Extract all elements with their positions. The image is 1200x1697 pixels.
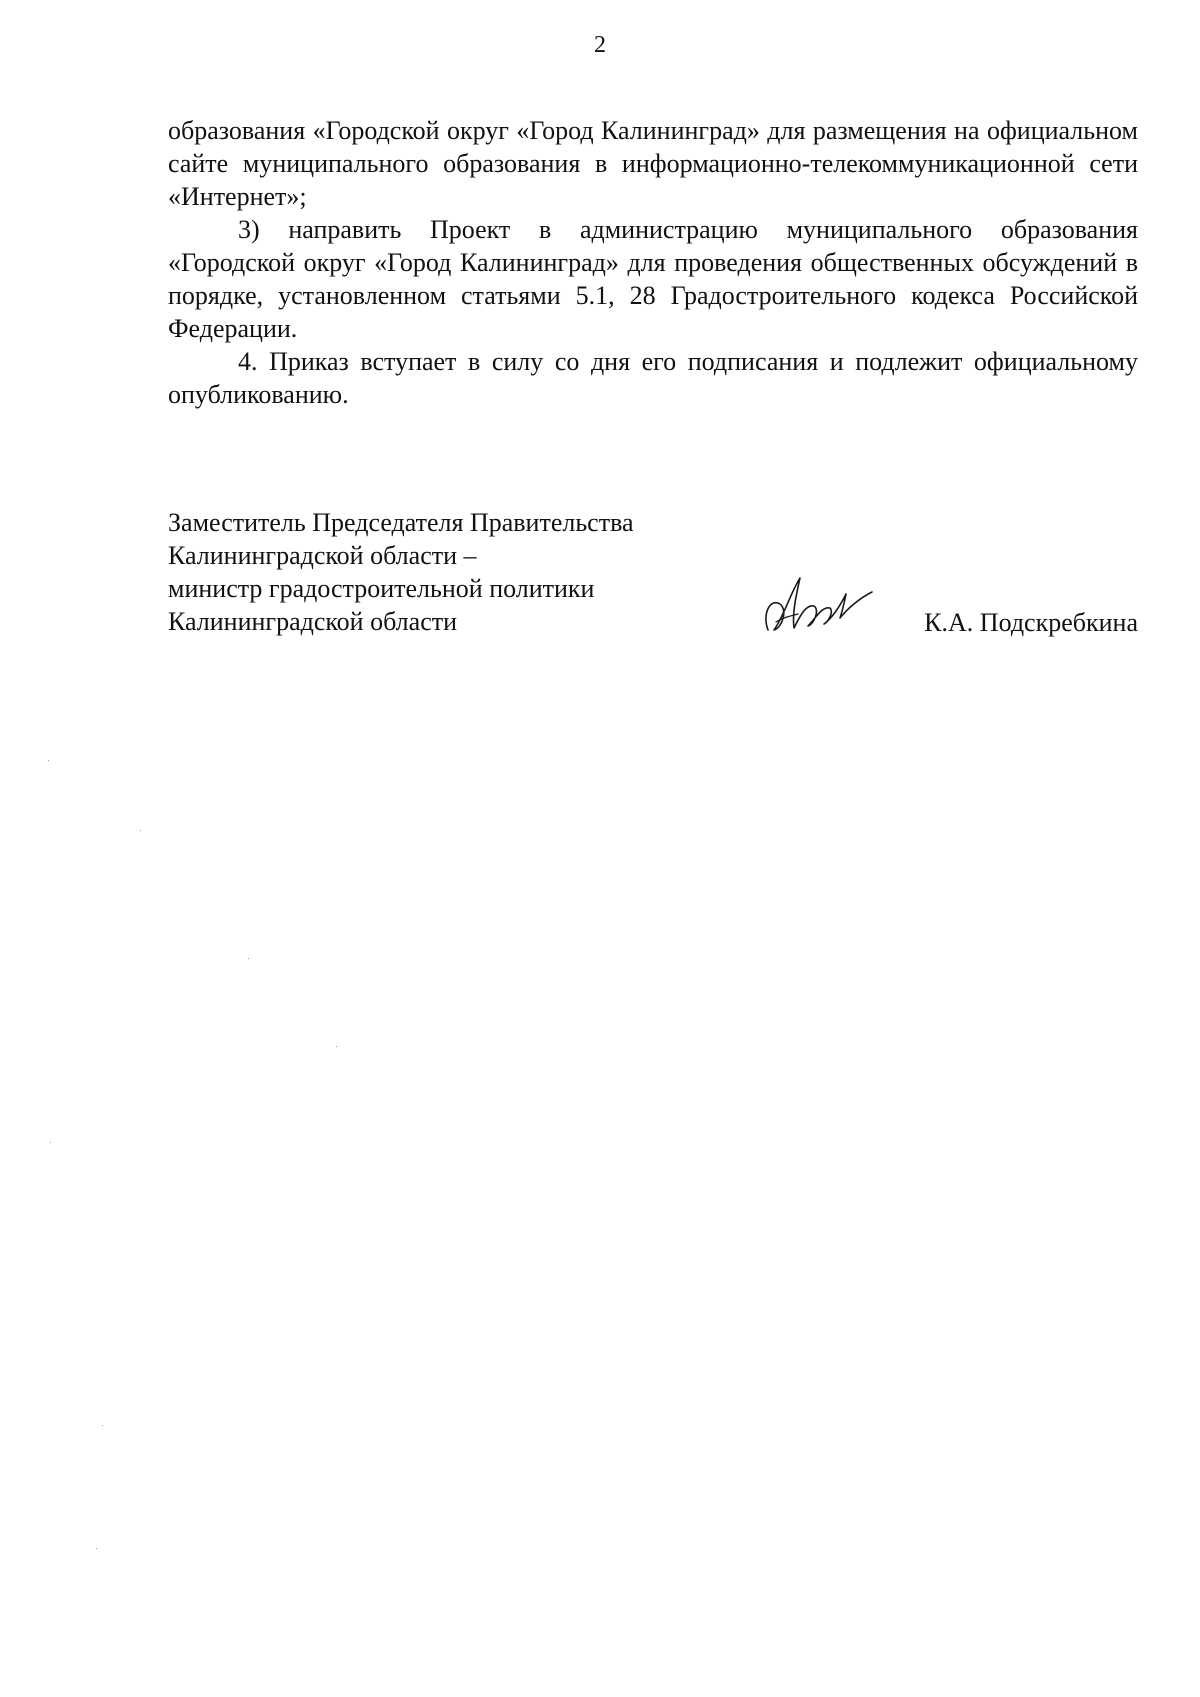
scan-speck: [48, 760, 49, 761]
paragraph-item-4: 4. Приказ вступает в силу со дня его подписания и подлежит официальному опубликованию.: [168, 347, 1138, 409]
signatory-position-line: Заместитель Председателя Правительства: [168, 508, 634, 537]
handwritten-signature-icon: [756, 564, 876, 644]
scan-speck: [336, 1046, 337, 1047]
scan-speck: [102, 1425, 103, 1426]
paragraph-continuation: образования «Городской округ «Город Калининград» для размещения на официальном сайте муниципального образования в информационно-телекоммуникационной сети «Интернет»;: [168, 116, 1138, 211]
signatory-name: К.А. Подскребкина: [924, 608, 1138, 637]
scan-speck: [248, 958, 249, 959]
signatory-position-line: Калининградской области: [168, 607, 458, 636]
signatory-position-line: министр градостроительной политики: [168, 574, 595, 603]
scan-speck: [50, 1142, 51, 1143]
signatory-position-line: Калининградской области –: [168, 541, 477, 570]
signature-block: [168, 506, 1138, 646]
signatory-position: [168, 506, 728, 638]
page-number: 2: [594, 32, 606, 58]
document-body: [168, 114, 1138, 411]
scan-speck: [96, 1548, 97, 1549]
scan-speck: [140, 830, 141, 831]
paragraph-item-3: 3) направить Проект в администрацию муниципального образования «Городской округ «Город Калининград» для проведения общественных обсуждений в порядке, установленном статьями 5.1, 28 Градостроительного кодекса Российской Федерации.: [168, 215, 1138, 343]
